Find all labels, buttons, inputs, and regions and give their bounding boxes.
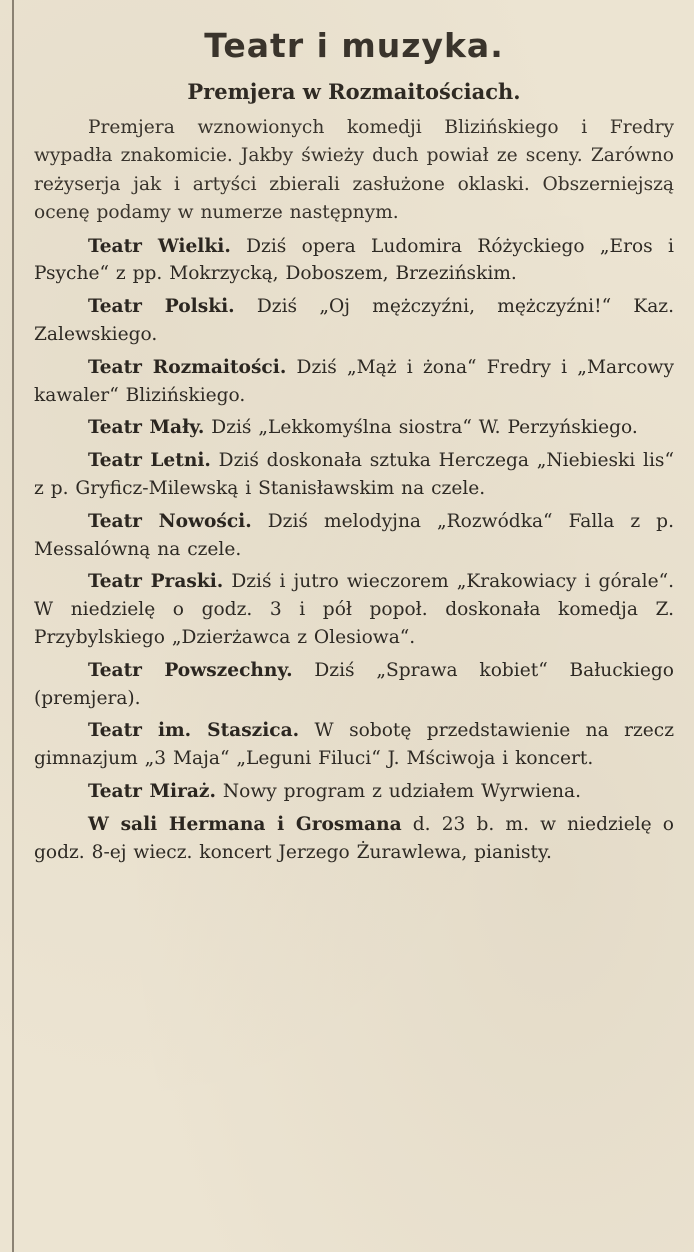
listing-venue: Teatr Wielki. [88,235,231,257]
listing-text: Dziś i jutro wieczorem „Krakowiacy i górale“. W niedzielę o godz. 3 i pół popoł. doskonała komedja Z. Przybylskiego „Dzierżawca z Olesiowa“. [34,571,674,648]
listing-text: Dziś doskonała sztuka Herczega „Niebieski lis“ z p. Gryficz-Milewską i Stanisławskim na czele. [34,450,674,499]
listing-teatr-maly [34,414,674,442]
listing-venue: Teatr Polski. [88,296,235,318]
listing-venue: Teatr Miraż. [88,780,216,802]
listing-text: Dziś „Mąż i żona“ Fredry i „Marcowy kawaler“ Blizińskiego. [34,356,674,406]
listing-text: d. 23 b. m. w niedzielę o godz. 8-ej wiecz. koncert Jerzego Żurawlewa, pianisty. [34,813,674,863]
listing-text: Nowy program z udziałem Wyrwiena. [215,780,581,802]
listing-venue: W sali Hermana i Grosmana [88,813,402,835]
listing-venue: Teatr Powszechny. [88,659,293,681]
listing-teatr-praski [34,568,674,651]
listing-text: Dziś „Sprawa kobiet“ Bałuckiego (premjera). [34,659,674,709]
listing-text: Dziś „Oj mężczyźni, mężczyźni!“ Kaz. Zalewskiego. [34,296,675,346]
listing-teatr-letni [34,447,674,503]
listing-text: W sobotę przedstawienie na rzecz gimnazjum „3 Maja“ „Leguni Filuci“ J. Mściwoja i koncert. [34,720,674,770]
listing-venue: Teatr im. Staszica. [88,720,300,742]
listing-text: Dziś opera Ludomira Różyckiego „Eros i Psyche“ z pp. Mokrzycką, Doboszem, Brzezińskim. [34,235,675,285]
listing-venue: Teatr Nowości. [88,510,252,532]
column-rule [12,0,14,1252]
listing-teatr-rozmaitosci [34,354,674,410]
listing-teatr-miraz [34,778,674,806]
listing-teatr-polski [34,293,674,349]
listing-venue: Teatr Mały. [88,417,205,439]
listing-venue: Teatr Praski. [88,571,224,593]
listing-text: Dziś melodyjna „Rozwódka“ Falla z p. Messalówną na czele. [34,510,674,560]
listing-teatr-staszica [34,717,674,773]
listing-teatr-powszechny [34,657,674,713]
listing-teatr-wielki [34,233,674,289]
listing-venue: Teatr Letni. [88,450,211,472]
section-title: Teatr i muzyka. [204,26,504,65]
listing-concert-hall [34,811,674,867]
premiere-review-paragraph [34,114,674,228]
listing-teatr-nowosci [34,508,674,564]
theatre-music-column [34,18,674,871]
listing-text: Dziś „Lekkomyślna siostra“ W. Perzyńskiego. [204,417,638,439]
article-headline: Premjera w Rozmaitościach. [187,79,521,104]
listing-venue: Teatr Rozmaitości. [88,356,287,378]
paragraph-text: Premjera wznowionych komedji Blizińskiego i Fredry wypadła znakomicie. Jakby świeży duch powiał ze sceny. Zarówno reżyserja jak i artyści zbierali zasłużone oklaski. Obszerniejszą ocenę podamy w numerze następnym. [34,117,674,224]
